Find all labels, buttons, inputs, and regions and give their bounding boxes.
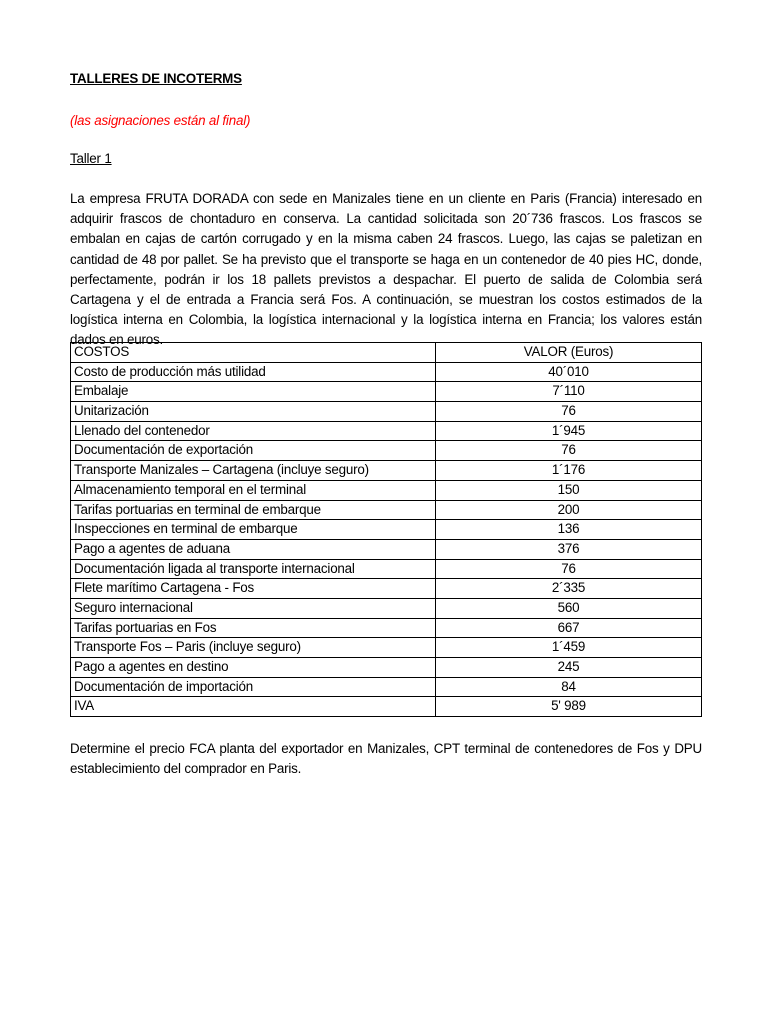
cost-item: Almacenamiento temporal en el terminal <box>71 480 436 500</box>
table-row <box>71 500 702 520</box>
table-row <box>71 697 702 717</box>
table-row <box>71 402 702 422</box>
intro-paragraph: La empresa FRUTA DORADA con sede en Manizales tiene en un cliente en Paris (Francia) interesado en adquirir frascos de chontaduro en conserva. La cantidad solicitada son 20´736 frascos. Los frascos se embalan en cajas de cartón corrugado y en la misma caben 24 frascos. Luego, las cajas se paletizan en cantidad de 48 por pallet. Se ha previsto que el transporte se haga en un contenedor de 40 pies HC, donde, perfectamente, podrán ir los 18 pallets previstos a despachar. El puerto de salida de Colombia será Cartagena y el de entrada a Francia será Fos. A continuación, se muestran los costos estimados de la logística interna en Colombia, la logística internacional y la logística interna en Francia; los valores están dados en euros. <box>70 191 702 348</box>
cost-item: Documentación de exportación <box>71 441 436 461</box>
table-row <box>71 677 702 697</box>
table-row <box>71 618 702 638</box>
cost-item: Seguro internacional <box>71 598 436 618</box>
cost-value: 245 <box>436 658 702 678</box>
table-row <box>71 480 702 500</box>
table-row <box>71 638 702 658</box>
cost-item: Llenado del contenedor <box>71 421 436 441</box>
table-row <box>71 461 702 481</box>
cost-value: 76 <box>436 441 702 461</box>
header-value: VALOR (Euros) <box>436 343 702 363</box>
cost-value: 1´176 <box>436 461 702 481</box>
cost-item: IVA <box>71 697 436 717</box>
table-row <box>71 382 702 402</box>
question-paragraph: Determine el precio FCA planta del exportador en Manizales, CPT terminal de contenedores de Fos y DPU establecimiento del comprador en Paris. <box>70 741 702 776</box>
cost-value: 200 <box>436 500 702 520</box>
cost-table <box>70 342 702 717</box>
cost-item: Transporte Manizales – Cartagena (incluye seguro) <box>71 461 436 481</box>
table-row <box>71 520 702 540</box>
cost-value: 1´459 <box>436 638 702 658</box>
cost-item: Documentación de importación <box>71 677 436 697</box>
cost-item: Embalaje <box>71 382 436 402</box>
cost-item: Tarifas portuarias en terminal de embarque <box>71 500 436 520</box>
table-row <box>71 441 702 461</box>
cost-item: Pago a agentes en destino <box>71 658 436 678</box>
cost-value: 40´010 <box>436 362 702 382</box>
cost-value: 667 <box>436 618 702 638</box>
workshop-subtitle: Taller 1 <box>70 151 112 166</box>
document-title: TALLERES DE INCOTERMS <box>70 71 242 86</box>
cost-item: Documentación ligada al transporte internacional <box>71 559 436 579</box>
table-row <box>71 559 702 579</box>
table-row <box>71 421 702 441</box>
cost-item: Inspecciones en terminal de embarque <box>71 520 436 540</box>
cost-value: 150 <box>436 480 702 500</box>
cost-value: 7´110 <box>436 382 702 402</box>
cost-value: 76 <box>436 559 702 579</box>
header-costs: COSTOS <box>71 343 436 363</box>
table-row <box>71 579 702 599</box>
cost-value: 1´945 <box>436 421 702 441</box>
table-header-row <box>71 343 702 363</box>
table-row <box>71 658 702 678</box>
cost-item: Transporte Fos – Paris (incluye seguro) <box>71 638 436 658</box>
cost-item: Tarifas portuarias en Fos <box>71 618 436 638</box>
cost-item: Flete marítimo Cartagena - Fos <box>71 579 436 599</box>
table-row <box>71 539 702 559</box>
assignment-note: (las asignaciones están al final) <box>70 113 251 128</box>
cost-table-body <box>71 362 702 716</box>
cost-item: Pago a agentes de aduana <box>71 539 436 559</box>
table-row <box>71 362 702 382</box>
cost-value: 76 <box>436 402 702 422</box>
cost-item: Costo de producción más utilidad <box>71 362 436 382</box>
cost-value: 84 <box>436 677 702 697</box>
cost-value: 376 <box>436 539 702 559</box>
cost-value: 136 <box>436 520 702 540</box>
cost-value: 2´335 <box>436 579 702 599</box>
cost-item: Unitarización <box>71 402 436 422</box>
cost-value: 5' 989 <box>436 697 702 717</box>
cost-value: 560 <box>436 598 702 618</box>
table-row <box>71 598 702 618</box>
